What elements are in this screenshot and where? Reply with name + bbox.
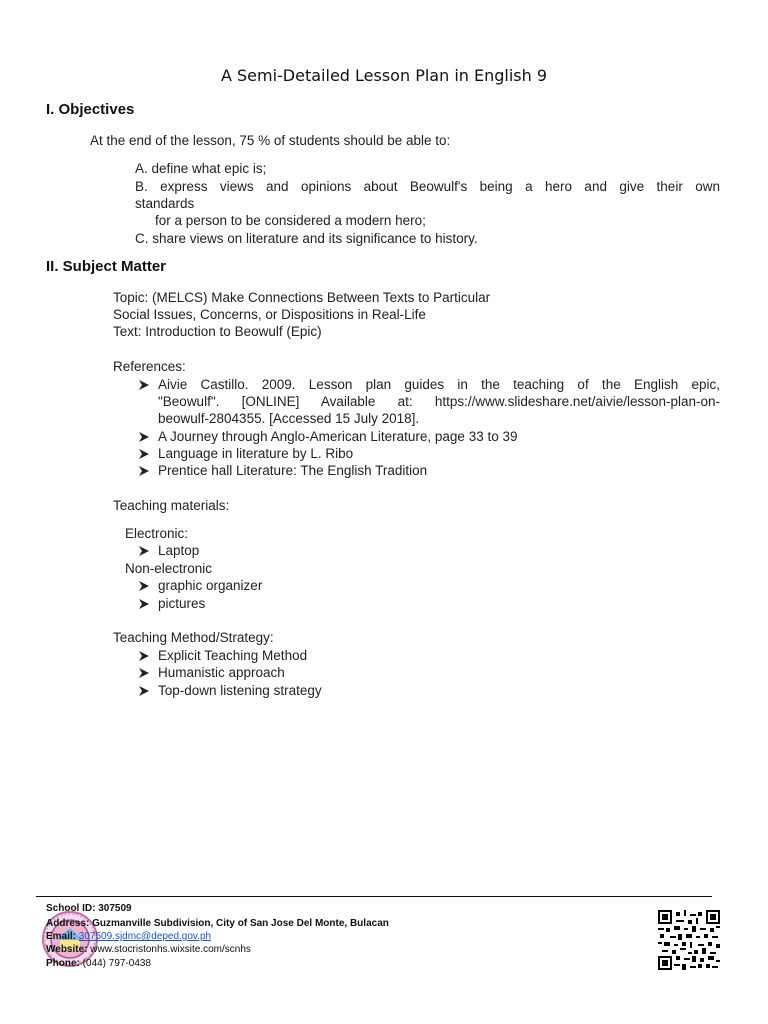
footer-divider [36,896,712,897]
objectives-heading: I. Objectives [46,101,135,118]
method-item: Top-down listening strategy [158,683,322,698]
electronic-item: Laptop [158,543,200,558]
objective-b-line3: for a person to be considered a modern hero; [155,213,426,228]
arrowhead-bullet-icon [138,465,150,477]
website-label: Website: [46,944,88,955]
footer-website [46,943,251,956]
arrowhead-bullet-icon [138,667,150,679]
topic-line1: Topic: (MELCS) Make Connections Between Texts to Particular [113,290,491,305]
qr-code-icon [658,910,720,970]
reference-4: Prentice hall Literature: The English Tradition [158,463,428,478]
text-line: Text: Introduction to Beowulf (Epic) [113,324,322,339]
school-id-label: School ID: [46,903,96,914]
footer-phone [46,957,151,970]
reference-1-line2: "Beowulf". [ONLINE] Available at: https://www.slideshare.net/aivie/lesson-plan-on- [158,394,720,409]
footer-email [46,930,211,943]
arrowhead-bullet-icon [138,598,150,610]
objective-c: C. share views on literature and its significance to history. [135,231,478,246]
phone-label: Phone: [46,958,80,969]
objective-a: A. define what epic is; [135,161,267,176]
email-label: Email: [46,931,77,942]
arrowhead-bullet-icon [138,685,150,697]
footer-school-id [46,902,132,915]
objective-b-line1: B. express views and opinions about Beowulf's being a hero and give their own [135,179,720,194]
objective-b-line2: standards [135,196,195,211]
nonelectronic-item: graphic organizer [158,578,263,593]
reference-1-line3: beowulf-2804355. [Accessed 15 July 2018]. [158,411,420,426]
nonelectronic-item: pictures [158,596,206,611]
email-link[interactable]: 307509.sjdmc@deped.gov.ph [78,931,212,942]
arrowhead-bullet-icon [138,431,150,443]
arrowhead-bullet-icon [138,448,150,460]
page-title: A Semi-Detailed Lesson Plan in English 9 [220,66,548,85]
address-label: Address: [46,918,90,929]
electronic-label: Electronic: [125,526,189,541]
phone-value: (044) 797-0438 [82,958,152,969]
topic-line2: Social Issues, Concerns, or Dispositions in Real-Life [113,307,426,322]
arrowhead-bullet-icon [138,580,150,592]
arrowhead-bullet-icon [138,379,150,391]
references-label: References: [113,359,186,374]
reference-1-line1: Aivie Castillo. 2009. Lesson plan guides in the teaching of the English epic, [158,377,720,392]
arrowhead-bullet-icon [138,650,150,662]
website-value[interactable]: www.stocristonhs.wixsite.com/scnhs [90,944,251,955]
reference-2: A Journey through Anglo-American Literature, page 33 to 39 [158,429,518,444]
address-value: Guzmanville Subdivision, City of San Jose Del Monte, Bulacan [92,918,389,929]
method-label: Teaching Method/Strategy: [113,630,274,645]
objectives-intro: At the end of the lesson, 75 % of students should be able to: [90,133,451,148]
materials-label: Teaching materials: [113,498,230,513]
nonelectronic-label: Non-electronic [125,561,213,576]
method-item: Explicit Teaching Method [158,648,308,663]
reference-3: Language in literature by L. Ribo [158,446,354,461]
footer-address [46,917,389,930]
school-id-value: 307509 [98,903,132,914]
arrowhead-bullet-icon [138,545,150,557]
method-item: Humanistic approach [158,665,285,680]
subject-heading: II. Subject Matter [46,258,167,275]
